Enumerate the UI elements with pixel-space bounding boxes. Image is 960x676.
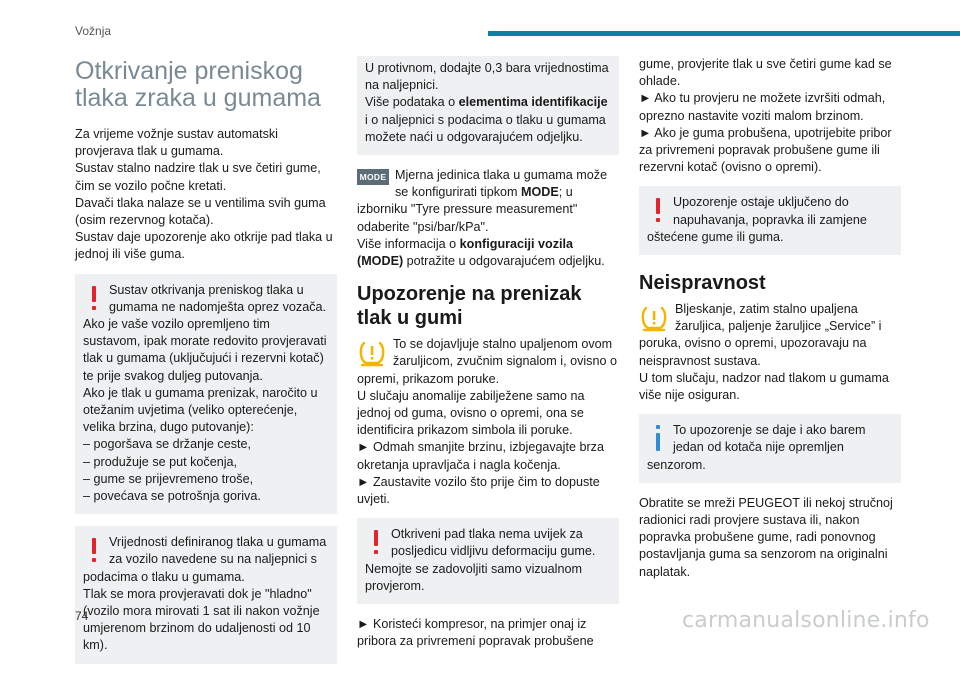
intro-line-2: Sustav stalno nadzire tlak u sve četiri gume, čim se vozilo počne kretati. bbox=[75, 161, 321, 193]
body-line: To se dojavljuje stalno upaljenom ovom žaruljicom, zvučnim signalom i, ovisno o opremi, prikazom poruke. bbox=[357, 337, 617, 386]
warning-icon bbox=[83, 282, 105, 316]
intro-line-4: Sustav daje upozorenje ako otkrije pad tlaka u jednoj ili više guma. bbox=[75, 230, 333, 262]
warning-list-item: – povećava se potrošnja goriva. bbox=[83, 489, 261, 504]
info-box-sensor bbox=[639, 414, 901, 483]
body-line: U tom slučaju, nadzor nad tlakom u gumama više nije osiguran. bbox=[639, 370, 889, 403]
mode-line: Više informacija o konfiguraciji vozila (MODE) potražite u odgovarajućem odjeljku. bbox=[357, 236, 605, 269]
mode-button-icon: MODE bbox=[357, 169, 389, 185]
warning-box-visual-check bbox=[357, 518, 619, 604]
watermark: carmanualsonline.info bbox=[682, 608, 930, 633]
warning-box-driver-care bbox=[75, 274, 337, 515]
info-icon bbox=[647, 422, 669, 456]
box-line: U protivnom, dodajte 0,3 bara vrijednostima na naljepnici. bbox=[365, 61, 609, 93]
section-label: Vožnja bbox=[75, 24, 112, 38]
warning-line: Ako je tlak u gumama prenizak, naročito u otežanim uvjetima (veliko opterećenje, velika brzina, dugo putovanje): bbox=[83, 385, 318, 435]
warning-icon bbox=[647, 194, 669, 228]
step-line: ► Ako tu provjeru ne možete izvršiti odmah, oprezno nastavite voziti malom brzinom. bbox=[639, 91, 886, 123]
tpms-warning-lamp-icon bbox=[639, 303, 669, 333]
column-2 bbox=[357, 56, 619, 650]
warning-list-item: – produžuje se put kočenja, bbox=[83, 454, 238, 469]
body-line: Bljeskanje, zatim stalno upaljena žaruljica, paljenje žaruljice „Service” i poruka, ovisno o opremi, upozoravaju na neispravnost sustava. bbox=[639, 302, 882, 368]
warning-box-pressure-values bbox=[75, 526, 337, 663]
box-line: Više podataka o elementima identifikacije i o naljepnici s podacima o tlaku u gumama možete naći u odgovarajućem odjeljku. bbox=[365, 95, 608, 144]
section-title-malfunction: Neispravnost bbox=[639, 272, 766, 295]
body-line: U slučaju anomalije zabilježene samo na jednoj od guma, ovisno o opremi, ona se identificira prikazom simbola ili poruke. bbox=[357, 388, 585, 438]
warning-box-stays-on bbox=[639, 186, 901, 255]
column-1 bbox=[75, 56, 337, 676]
warning-list-item: – pogoršava se držanje ceste, bbox=[83, 437, 252, 452]
warning-line: Vrijednosti definiranog tlaka u gumama za vozilo navedene su na naljepnici s podacima o tlaku u gumama. bbox=[83, 535, 327, 584]
mode-note bbox=[357, 167, 619, 270]
column-3 bbox=[639, 56, 901, 581]
header-accent-bar bbox=[488, 31, 960, 36]
warning-icon bbox=[83, 534, 105, 568]
warning-icon bbox=[365, 526, 387, 560]
warning-list-item: – gume se prijevremeno troše, bbox=[83, 471, 254, 486]
warning-line: Ako je vaše vozilo opremljeno tim sustavom, ipak morate redovito provjeravati tlak u gumama (uključujući i rezervni kotač) te prije svakog duljeg putovanja. bbox=[83, 317, 327, 383]
intro-line-3: Davači tlaka nalaze se u ventilima svih guma (osim rezervnog kotača). bbox=[75, 195, 326, 228]
warning-line: Tlak se mora provjeravati dok je "hladno" (vozilo mora mirovati 1 sat ili nakon vožnje umjerenom brzinom do udaljenosti od 10 km). bbox=[83, 586, 320, 653]
warning-line: Upozorenje ostaje uključeno do napuhavanja, popravka ili zamjene oštećene gume ili guma. bbox=[647, 195, 867, 244]
bold-term: elementima identifikacije bbox=[458, 95, 608, 110]
intro-line-1: Za vrijeme vožnje sustav automatski provjerava tlak u gumama. bbox=[75, 127, 278, 159]
body-line: gume, provjerite tlak u sve četiri gume kad se ohlade. bbox=[639, 57, 892, 89]
step-line: ► Ako je guma probušena, upotrijebite pribor za privremeni popravak probušene gume ili rezervni kotač (ovisno o opremi). bbox=[639, 125, 892, 175]
closing-paragraph: Obratite se mreži PEUGEOT ili nekoj stručnoj radionici radi provjere sustava ili, nakon popravka probušene gume, radi ponovnog postavljanja guma sa senzorom na originalni naplatak. bbox=[639, 495, 893, 579]
info-line: To upozorenje se daje i ako barem jedan od kotača nije opremljen senzorom. bbox=[647, 423, 866, 472]
step-line: ► Zaustavite vozilo što prije čim to dopuste uvjeti. bbox=[357, 474, 600, 507]
warning-line: Nemojte se zadovoljiti samo vizualnom provjerom. bbox=[365, 561, 582, 593]
mode-line: Mjerna jedinica tlaka u gumama može se konfigurirati tipkom MODE; u izborniku "Tyre pressure measurement" odaberite "psi/bar/kPa". bbox=[357, 168, 608, 234]
section-title-detection: Otkrivanje preniskog tlaka zraka u gumama bbox=[75, 57, 321, 112]
tpms-warning-lamp-icon bbox=[357, 338, 387, 368]
step-line: ► Odmah smanjite brzinu, izbjegavajte brza okretanja upravljača i nagla kočenja. bbox=[357, 440, 604, 472]
box-label-info bbox=[357, 56, 619, 155]
step-line: ► Koristeći kompresor, na primjer onaj iz pribora za privremeni popravak probušene bbox=[357, 617, 594, 649]
warning-line: Otkriveni pad tlaka nema uvijek za posljedicu vidljivu deformaciju gume. bbox=[391, 527, 596, 559]
section-title-low-pressure: Upozorenje na prenizak tlak u gumi bbox=[357, 283, 582, 330]
page-number: 74 bbox=[75, 609, 89, 623]
warning-line: Sustav otkrivanja preniskog tlaka u gumama ne nadomješta oprez vozača. bbox=[109, 282, 327, 314]
